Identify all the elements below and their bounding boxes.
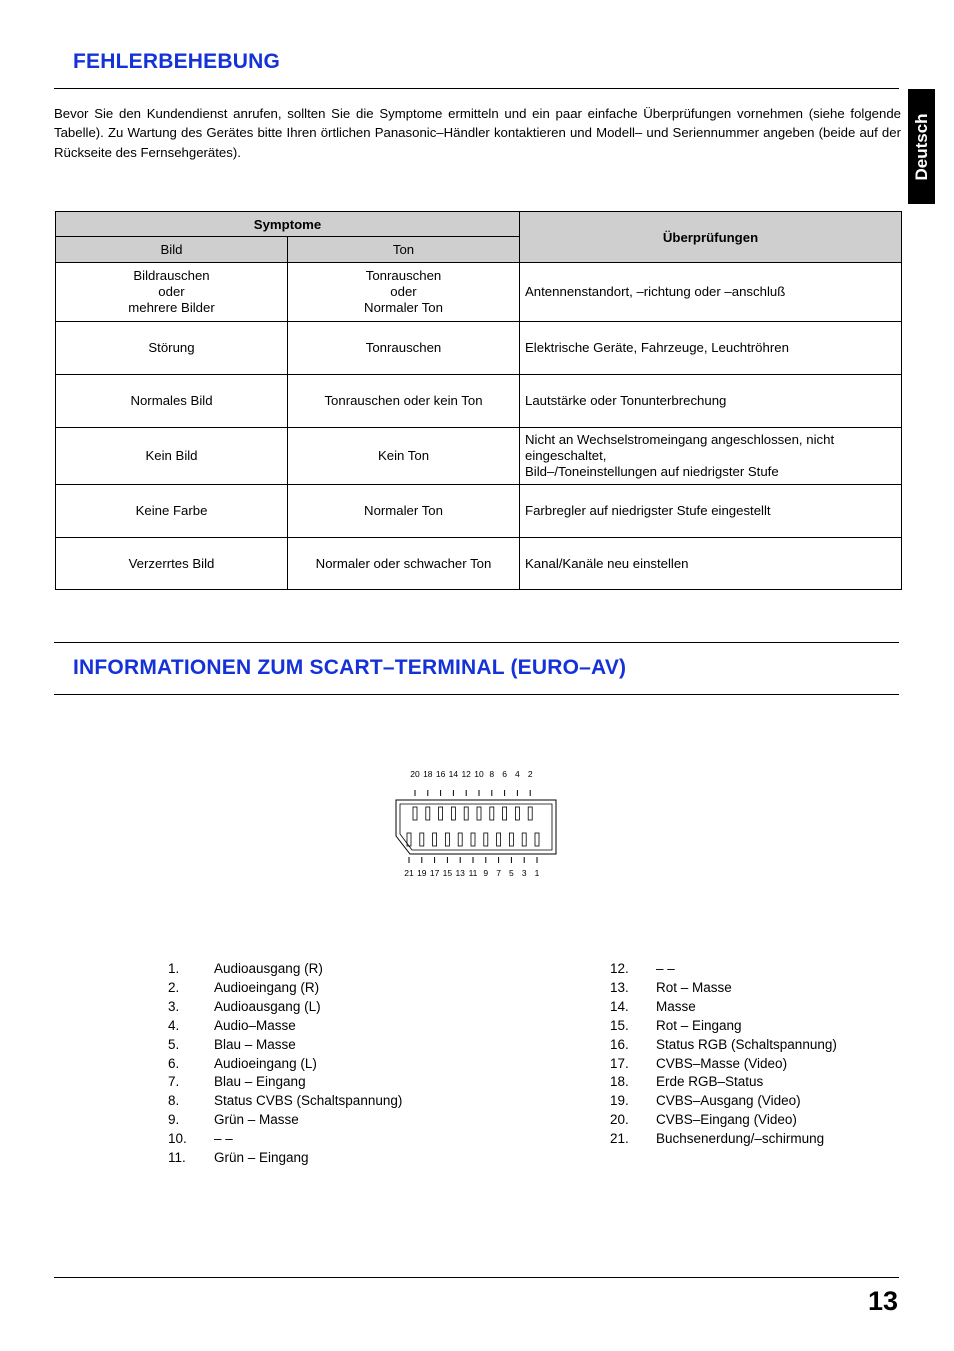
pin-list-left [168, 960, 402, 1168]
list-item [610, 1036, 837, 1055]
pin-number: 15. [610, 1017, 629, 1033]
list-item [168, 1055, 402, 1074]
pin-label: 1 [534, 868, 540, 878]
pin-label: 17 [429, 868, 440, 878]
table-row [56, 428, 902, 485]
cell-text: Normaler Ton [364, 503, 443, 518]
cell-text: Kanal/Kanäle neu einstellen [525, 555, 689, 571]
title-rule [54, 88, 899, 89]
pin-label: 4 [515, 769, 520, 779]
pin-label: 18 [423, 769, 433, 779]
pin-number: 19. [610, 1093, 629, 1109]
cell-text: Nicht an Wechselstromeingang angeschlossen, nicht eingeschaltet, [525, 432, 835, 463]
pin-label: 8 [489, 769, 495, 779]
cell-sound [288, 538, 520, 590]
scart-connector-drawing [390, 760, 570, 890]
cell-sound [288, 263, 520, 322]
pin-description: Status RGB (Schaltspannung) [656, 1036, 837, 1052]
pin-contact [528, 807, 532, 820]
cell-sound [288, 485, 520, 538]
pin-contact [509, 833, 513, 846]
pin-contact [433, 833, 437, 846]
pin-contact [458, 833, 462, 846]
pin-description: Status CVBS (Schaltspannung) [214, 1093, 403, 1109]
table-row [56, 375, 902, 428]
section-title-troubleshooting: FEHLERBEHEBUNG [73, 50, 280, 73]
cell-text: Normaler Ton [364, 300, 443, 315]
cell-text: Tonrauschen [365, 268, 442, 283]
table-row [56, 538, 902, 590]
cell-text: Antennenstandort, –richtung oder –anschluß [525, 284, 786, 299]
pin-number: 21. [610, 1131, 629, 1147]
pin-number: 14. [610, 998, 629, 1014]
pin-description: Buchsenerdung/–schirmung [656, 1131, 825, 1147]
pin-number: 2. [168, 979, 180, 995]
pin-contact [490, 807, 494, 820]
list-item [610, 1092, 837, 1111]
pin-number: 16. [610, 1036, 629, 1052]
list-item [168, 1017, 402, 1036]
pin-label: 20 [410, 769, 420, 779]
pin-label: 6 [502, 769, 507, 779]
intro-paragraph: Bevor Sie den Kundendienst anrufen, sollten Sie die Symptome ermitteln und ein paar einfache Überprüfungen vornehmen (siehe folgende Tabelle). Zu Wartung des Gerätes bitte Ihren örtlichen Panasonic–Händler kontaktieren und Modell– und Seriennummer angeben (beide auf der Rückseite des Fernsehgerätes). [54, 106, 901, 160]
cell-check [520, 322, 902, 375]
pin-contact [426, 807, 430, 820]
pin-label: 3 [521, 868, 527, 878]
cell-text: Elektrische Geräte, Fahrzeuge, Leuchtröhren [525, 340, 789, 355]
table-row [56, 263, 902, 322]
pin-number: 18. [610, 1074, 629, 1090]
cell-text: Bildrauschen [133, 268, 210, 283]
pin-number: 10. [168, 1131, 187, 1147]
cell-sound [288, 322, 520, 375]
pin-contact [420, 833, 424, 846]
cell-text: Bild–/Toneinstellungen auf niedrigster Stufe [525, 464, 779, 479]
cell-picture [56, 263, 288, 322]
pin-label: 15 [442, 868, 453, 878]
cell-picture [56, 485, 288, 538]
pin-number: 4. [168, 1017, 180, 1033]
language-tab [908, 89, 935, 204]
list-item [610, 1130, 837, 1149]
pin-description: Grün – Masse [214, 1112, 299, 1128]
list-item [168, 998, 402, 1017]
header-picture: Bild [56, 237, 288, 263]
pin-number: 8. [168, 1093, 180, 1109]
table-body [56, 263, 902, 590]
list-item [610, 1017, 837, 1036]
pin-contact [451, 807, 455, 820]
page-number: 13 [867, 1286, 898, 1316]
pin-description: Rot – Masse [656, 979, 732, 995]
pin-contact [477, 807, 481, 820]
list-item [610, 1055, 837, 1074]
pin-description: Audioeingang (L) [214, 1055, 317, 1071]
pin-description: CVBS–Ausgang (Video) [656, 1093, 801, 1109]
pin-number: 12. [610, 961, 629, 976]
pin-description: CVBS–Masse (Video) [656, 1055, 788, 1071]
pin-contact [484, 833, 488, 846]
pin-label: 10 [474, 769, 484, 779]
pin-description: Blau – Eingang [214, 1074, 306, 1090]
cell-check [520, 485, 902, 538]
pin-label: 12 [461, 769, 471, 779]
pin-number: 9. [168, 1112, 180, 1128]
pin-number: 17. [610, 1055, 629, 1071]
troubleshooting-table [55, 211, 902, 590]
pin-contact [439, 807, 443, 820]
pin-label: 7 [496, 868, 501, 878]
pin-label: 13 [455, 868, 465, 878]
cell-text: Störung [148, 340, 195, 355]
pin-contact [535, 833, 539, 846]
cell-text: oder [390, 284, 417, 299]
cell-sound [288, 375, 520, 428]
cell-text: Kein Bild [145, 448, 198, 463]
pin-label: 16 [435, 769, 446, 779]
list-item [168, 1111, 402, 1130]
header-symptoms: Symptome [56, 212, 520, 237]
pin-label: 11 [468, 868, 478, 878]
pin-number: 1. [168, 961, 180, 976]
list-item [168, 979, 402, 998]
pin-contact [464, 807, 468, 820]
pin-label: 2 [527, 769, 533, 779]
list-item [168, 1149, 402, 1168]
pin-label: 9 [483, 868, 489, 878]
pin-number: 5. [168, 1036, 180, 1052]
pin-description: Audioeingang (R) [214, 979, 320, 995]
cell-text: oder [158, 284, 185, 299]
list-item [168, 1036, 402, 1055]
list-item [168, 1073, 402, 1092]
pin-description: Audioausgang (L) [214, 998, 321, 1014]
cell-sound [288, 428, 520, 485]
section-title-scart: INFORMATIONEN ZUM SCART–TERMINAL (EURO–AV) [73, 656, 627, 679]
pin-description: Blau – Masse [214, 1036, 296, 1052]
cell-check [520, 375, 902, 428]
list-item [610, 1111, 837, 1130]
pin-number: 7. [168, 1074, 180, 1090]
list-item [610, 998, 837, 1017]
cell-text: mehrere Bilder [128, 300, 215, 315]
cell-text: Normales Bild [130, 393, 213, 408]
cell-check [520, 428, 902, 485]
pin-label: 19 [417, 868, 427, 878]
pin-label: 5 [509, 868, 514, 878]
table-row [56, 485, 902, 538]
footer-rule [54, 1277, 899, 1278]
section2-title-rule [54, 694, 899, 695]
pin-contact [413, 807, 417, 820]
cell-picture [56, 428, 288, 485]
cell-text: Lautstärke oder Tonunterbrechung [525, 393, 727, 408]
connector-inner [400, 804, 552, 850]
pin-contact [515, 807, 519, 820]
cell-text: Keine Farbe [135, 503, 208, 518]
list-item [168, 1130, 402, 1149]
list-item [610, 1073, 837, 1092]
pin-contact [445, 833, 449, 846]
pin-number: 20. [610, 1112, 629, 1128]
cell-text: Normaler oder schwacher Ton [315, 555, 492, 571]
cell-text: Kein Ton [377, 448, 430, 463]
pin-label: 14 [448, 769, 459, 779]
pin-number: 13. [610, 979, 629, 995]
pin-description: Audioausgang (R) [214, 961, 323, 976]
cell-check [520, 538, 902, 590]
scart-connector-diagram [390, 760, 570, 890]
pin-description: Masse [656, 998, 696, 1014]
pin-description: Rot – Eingang [656, 1017, 742, 1033]
pin-label: 21 [404, 868, 414, 878]
table-row [56, 322, 902, 375]
pin-description: Audio–Masse [214, 1017, 296, 1033]
pin-number: 11. [168, 1150, 186, 1166]
pin-list-right [610, 960, 837, 1149]
cell-text: Tonrauschen oder kein Ton [324, 393, 483, 408]
pin-contact [471, 833, 475, 846]
cell-picture [56, 375, 288, 428]
pin-description: Grün – Eingang [214, 1150, 309, 1166]
language-tab-label: Deutsch [911, 112, 931, 181]
list-item [168, 1092, 402, 1111]
pin-contact [522, 833, 526, 846]
pin-description: Erde RGB–Status [656, 1074, 764, 1090]
header-sound: Ton [288, 237, 520, 263]
cell-picture [56, 322, 288, 375]
pin-description: CVBS–Eingang (Video) [656, 1112, 797, 1128]
cell-text: Verzerrtes Bild [128, 555, 215, 571]
pin-number: 3. [168, 998, 180, 1014]
pin-contact [503, 807, 507, 820]
section2-top-rule [54, 642, 899, 643]
pin-description: – – [656, 961, 675, 976]
header-checks: Überprüfungen [520, 212, 902, 263]
pin-number: 6. [168, 1055, 180, 1071]
cell-check [520, 263, 902, 322]
list-item [610, 979, 837, 998]
list-item [610, 960, 837, 979]
cell-text: Tonrauschen [365, 340, 442, 355]
cell-picture [56, 538, 288, 590]
pin-description: – – [214, 1131, 233, 1147]
pin-contact [497, 833, 501, 846]
list-item [168, 960, 402, 979]
cell-text: Farbregler auf niedrigster Stufe eingestellt [525, 503, 771, 518]
